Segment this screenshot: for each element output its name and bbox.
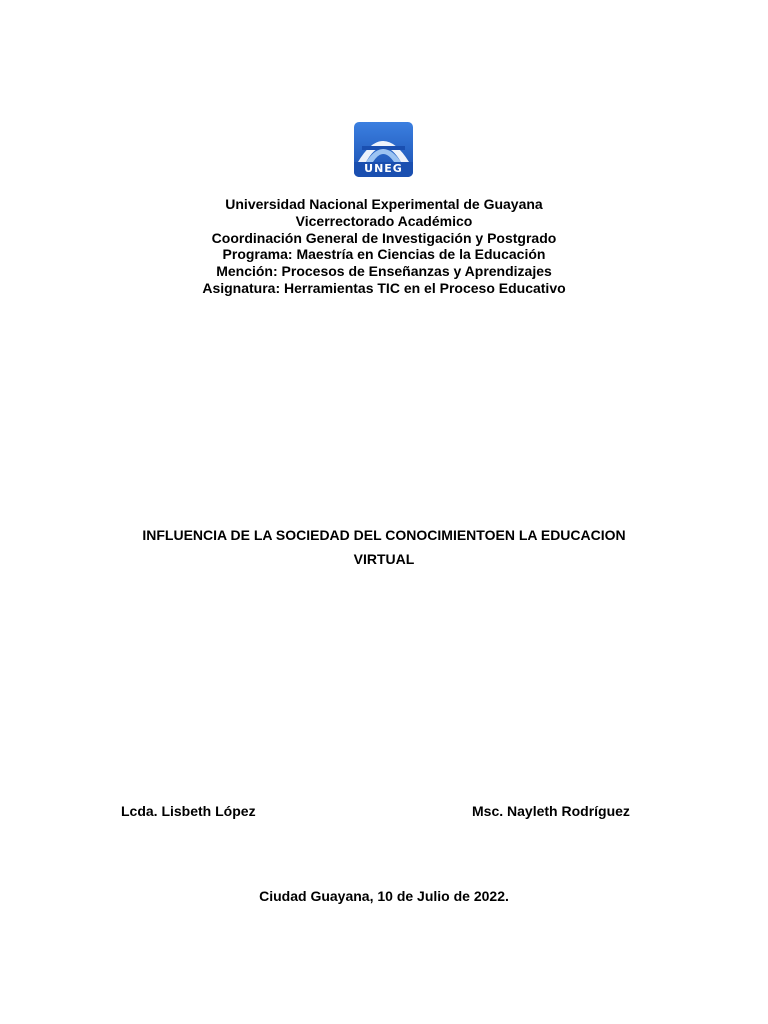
mention: Mención: Procesos de Enseñanzas y Aprendizajes (216, 263, 552, 280)
document-title (0, 523, 768, 571)
author-right: Msc. Nayleth Rodríguez (472, 803, 630, 819)
institution-header (0, 196, 768, 297)
vice-rectorate: Vicerrectorado Académico (295, 212, 473, 229)
author-left: Lcda. Lisbeth López (121, 803, 256, 819)
coordination: Coordinación General de Investigación y Postgrado (211, 229, 557, 246)
university-name: Universidad Nacional Experimental de Guayana (225, 196, 543, 212)
logo-text: UNEG (364, 162, 403, 175)
title-line: VIRTUAL (353, 551, 415, 567)
program: Programa: Maestría en Ciencias de la Educación (222, 246, 546, 263)
title-line: INFLUENCIA DE LA SOCIEDAD DEL CONOCIMIENTOEN LA EDUCACION (142, 527, 626, 543)
place-date: Ciudad Guayana, 10 de Julio de 2022. (259, 888, 509, 904)
uneg-logo (354, 122, 413, 177)
course: Asignatura: Herramientas TIC en el Proceso Educativo (202, 279, 566, 296)
